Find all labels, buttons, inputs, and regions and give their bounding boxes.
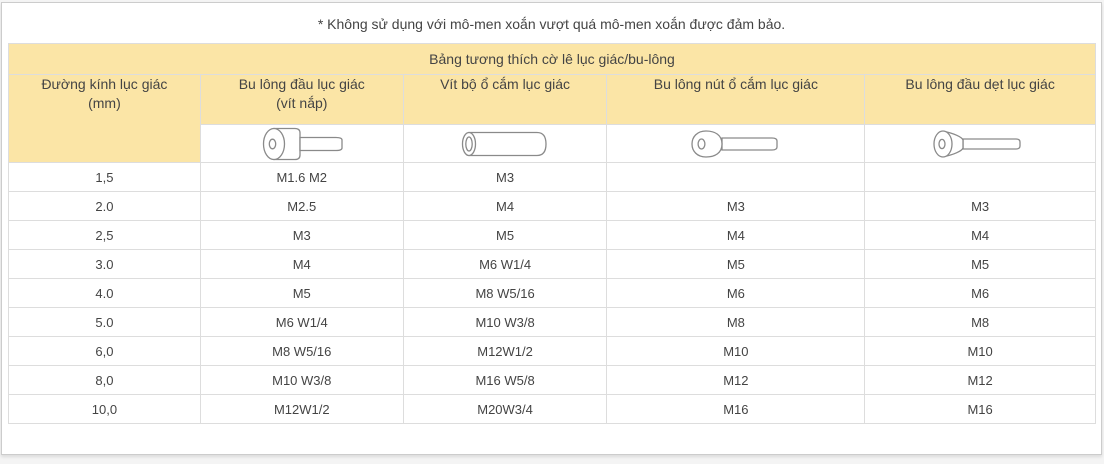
table-cell: M10 [865,337,1096,366]
table-cell: M12W1/2 [200,395,403,424]
table-cell: M16 W5/8 [403,366,607,395]
table-cell: M8 [865,308,1096,337]
table-row [9,221,1096,250]
table-cell: M16 [865,395,1096,424]
table-cell: M1.6 M2 [200,163,403,192]
column-header-label: Vít bộ ổ cắm lục giác [440,76,571,92]
table-cell: M4 [865,221,1096,250]
table-cell: 8,0 [9,366,201,395]
column-header-flat-head-screw [865,75,1096,125]
compatibility-panel [1,2,1102,455]
table-cell: M4 [200,250,403,279]
table-cell: M5 [865,250,1096,279]
set-screw-icon [455,130,555,158]
table-row [9,308,1096,337]
icon-cell-flat-head-screw [865,125,1096,163]
table-row [9,279,1096,308]
table-cell: 1,5 [9,163,201,192]
flat-head-screw-icon [930,129,1030,159]
table-cell: M5 [200,279,403,308]
table-cell [607,163,865,192]
table-cell: M8 [607,308,865,337]
column-header-socket-head-cap-screw [200,75,403,125]
table-cell: M5 [403,221,607,250]
table-cell: M3 [865,192,1096,221]
icon-cell-set-screw [403,125,607,163]
table-cell: M10 W3/8 [403,308,607,337]
table-cell: 6,0 [9,337,201,366]
table-cell: 2,5 [9,221,201,250]
column-header-hex-diameter [9,75,201,163]
table-cell: M3 [607,192,865,221]
table-cell: M10 W3/8 [200,366,403,395]
torque-warning-note: * Không sử dụng với mô-men xoắn vượt quá mô-men xoắn được đảm bảo. [317,16,786,32]
table-cell: M8 W5/16 [200,337,403,366]
table-cell: M6 [865,279,1096,308]
table-cell: 4.0 [9,279,201,308]
table-cell: M3 [200,221,403,250]
socket-head-cap-screw-icon [252,126,352,162]
table-cell: 3.0 [9,250,201,279]
table-cell: M4 [607,221,865,250]
table-cell: M12 [607,366,865,395]
column-header-set-screw [403,75,607,125]
column-header-label: Bu lông đầu lục giác [238,76,365,92]
icon-cell-socket-head-cap-screw [200,125,403,163]
table-cell: 10,0 [9,395,201,424]
table-cell: M3 [403,163,607,192]
table-cell: M10 [607,337,865,366]
table-cell [865,163,1096,192]
table-cell: M4 [403,192,607,221]
table-title: Bảng tương thích cờ lê lục giác/bu-lông [9,44,1096,75]
table-cell: M8 W5/16 [403,279,607,308]
table-cell: M16 [607,395,865,424]
table-cell: M5 [607,250,865,279]
table-row [9,250,1096,279]
column-header-sublabel: (vít nắp) [276,95,328,111]
table-cell: M12 [865,366,1096,395]
table-row [9,366,1096,395]
table-cell: 2.0 [9,192,201,221]
table-header-row [9,75,1096,125]
table-title-row [9,44,1096,75]
column-header-label: Đường kính lục giác [41,76,168,92]
table-cell: M2.5 [200,192,403,221]
table-row [9,337,1096,366]
table-cell: 5.0 [9,308,201,337]
table-cell: M20W3/4 [403,395,607,424]
table-row [9,192,1096,221]
icon-cell-button-head-screw [607,125,865,163]
table-cell: M6 W1/4 [403,250,607,279]
table-row [9,395,1096,424]
hex-wrench-bolt-compatibility-table [8,43,1096,424]
table-cell: M12W1/2 [403,337,607,366]
column-header-sublabel: (mm) [88,95,121,111]
button-head-screw-icon [686,129,786,159]
table-cell: M6 W1/4 [200,308,403,337]
table-cell: M6 [607,279,865,308]
column-header-label: Bu lông nút ổ cắm lục giác [653,76,818,92]
column-header-label: Bu lông đầu dẹt lục giác [905,76,1055,92]
table-row [9,163,1096,192]
column-header-button-head-screw [607,75,865,125]
